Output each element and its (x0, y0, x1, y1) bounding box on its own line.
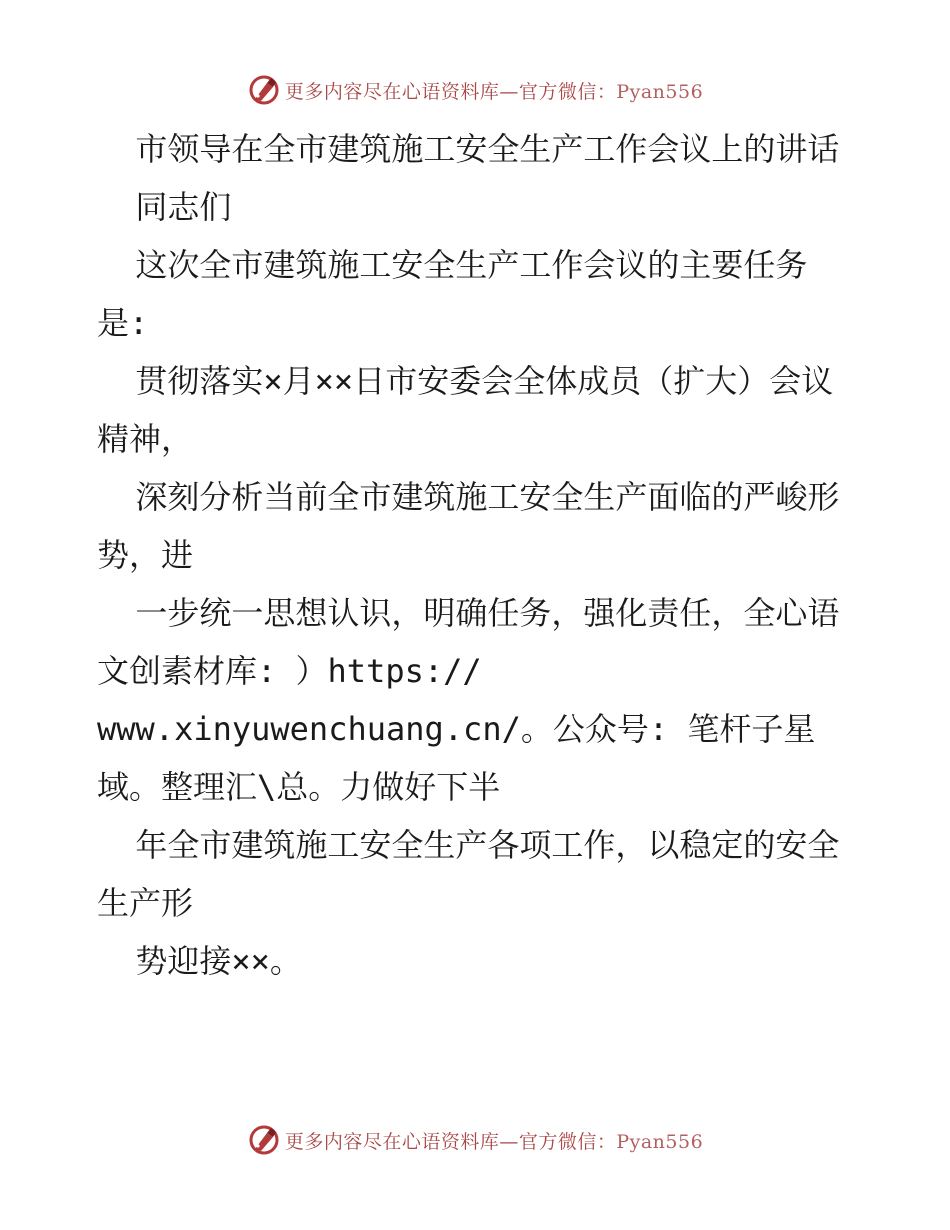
paragraph: 一步统一思想认识，明确任务，强化责任，全心语文创素材库: ）https:// (97, 594, 840, 690)
wechat-id: Pyan556 (616, 80, 704, 103)
banner-text: 更多内容尽在心语资料库—官方微信：Pyan556 (284, 1130, 704, 1153)
paragraph: 年全市建筑施工安全生产各项工作，以稳定的安全生产形 (97, 826, 840, 922)
paragraph-greeting: 同志们 (135, 188, 232, 226)
paragraph: www.xinyuwenchuang.cn/。公众号: 笔杆子星域。整理汇\总。力做好下半 (97, 710, 816, 806)
paragraph-title: 市领导在全市建筑施工安全生产工作会议上的讲话 (135, 130, 840, 168)
header-banner (0, 70, 950, 110)
banner-text: 更多内容尽在心语资料库—官方微信：Pyan556 (284, 80, 704, 103)
pen-nib-circle-icon (247, 1123, 281, 1157)
footer-banner (0, 1120, 950, 1160)
paragraph: 势迎接××。 (135, 942, 302, 980)
pen-nib-circle-icon (247, 73, 281, 107)
paragraph: 深刻分析当前全市建筑施工安全生产面临的严峻形势，进 (97, 478, 840, 574)
paragraph: 这次全市建筑施工安全生产工作会议的主要任务是: (97, 246, 808, 342)
wechat-id: Pyan556 (616, 1130, 704, 1153)
paragraph: 贯彻落实×月××日市安委会全体成员（扩大）会议精神， (97, 362, 834, 458)
document-body (97, 120, 857, 990)
